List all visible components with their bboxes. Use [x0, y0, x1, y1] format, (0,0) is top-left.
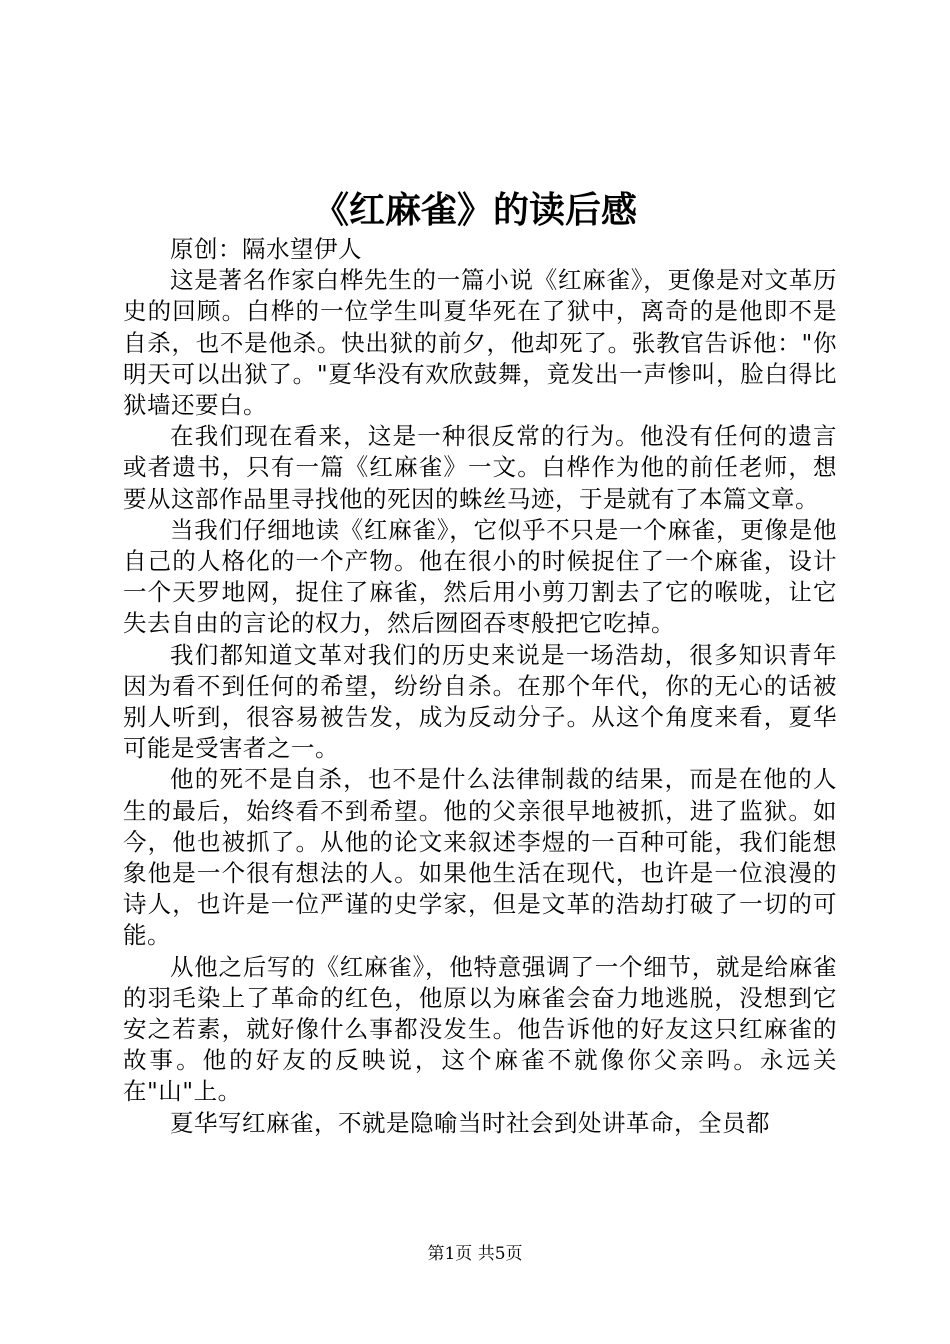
page-footer: 第1页 共5页 — [427, 1244, 523, 1264]
paragraph: 他的死不是自杀，也不是什么法律制裁的结果，而是在他的人生的最后，始终看不到希望。他的父亲很早地被抓，进了监狱。如今，他也被抓了。从他的论文来叙述李煜的一百种可能，我们能想象他是一个很有想法的人。如果他生活在现代，也许是一位浪漫的诗人，也许是一位严谨的史学家，但是文革的浩劫打破了一切的可能。 — [123, 765, 837, 950]
paragraph: 夏华写红麻雀，不就是隐喻当时社会到处讲革命，全员都 — [170, 1108, 770, 1137]
document-body — [123, 234, 837, 1139]
paragraph: 当我们仔细地读《红麻雀》，它似乎不只是一个麻雀，更像是他自己的人格化的一个产物。他在很小的时候捉住了一个麻雀，设计一个天罗地网，捉住了麻雀，然后用小剪刀割去了它的喉咙，让它失去自由的言论的权力，然后囫囵吞枣般把它吃掉。 — [123, 515, 837, 638]
paragraph: 这是著名作家白桦先生的一篇小说《红麻雀》，更像是对文革历史的回顾。白桦的一位学生叫夏华死在了狱中，离奇的是他即不是自杀，也不是他杀。快出狱的前夕，他却死了。张教官告诉他："你明天可以出狱了。"夏华没有欢欣鼓舞，竟发出一声惨叫，脸白得比狱墙还要白。 — [123, 266, 837, 420]
paragraph: 我们都知道文革对我们的历史来说是一场浩劫，很多知识青年因为看不到任何的希望，纷纷自杀。在那个年代，你的无心的话被别人听到，很容易被告发，成为反动分子。从这个角度来看，夏华可能是受害者之一。 — [123, 640, 837, 763]
paragraph: 在我们现在看来，这是一种很反常的行为。他没有任何的遗言或者遗书，只有一篇《红麻雀》一文。白桦作为他的前任老师，想要从这部作品里寻找他的死因的蛛丝马迹，于是就有了本篇文章。 — [123, 422, 837, 513]
paragraph: 从他之后写的《红麻雀》，他特意强调了一个细节，就是给麻雀的羽毛染上了革命的红色，他原以为麻雀会奋力地逃脱，没想到它安之若素，就好像什么事都没发生。他告诉他的好友这只红麻雀的故事。他的好友的反映说，这个麻雀不就像你父亲吗。永远关在"山"上。 — [123, 952, 837, 1106]
document-title: 《红麻雀》的读后感 — [312, 189, 637, 231]
author-line: 原创：隔水望伊人 — [170, 235, 362, 263]
